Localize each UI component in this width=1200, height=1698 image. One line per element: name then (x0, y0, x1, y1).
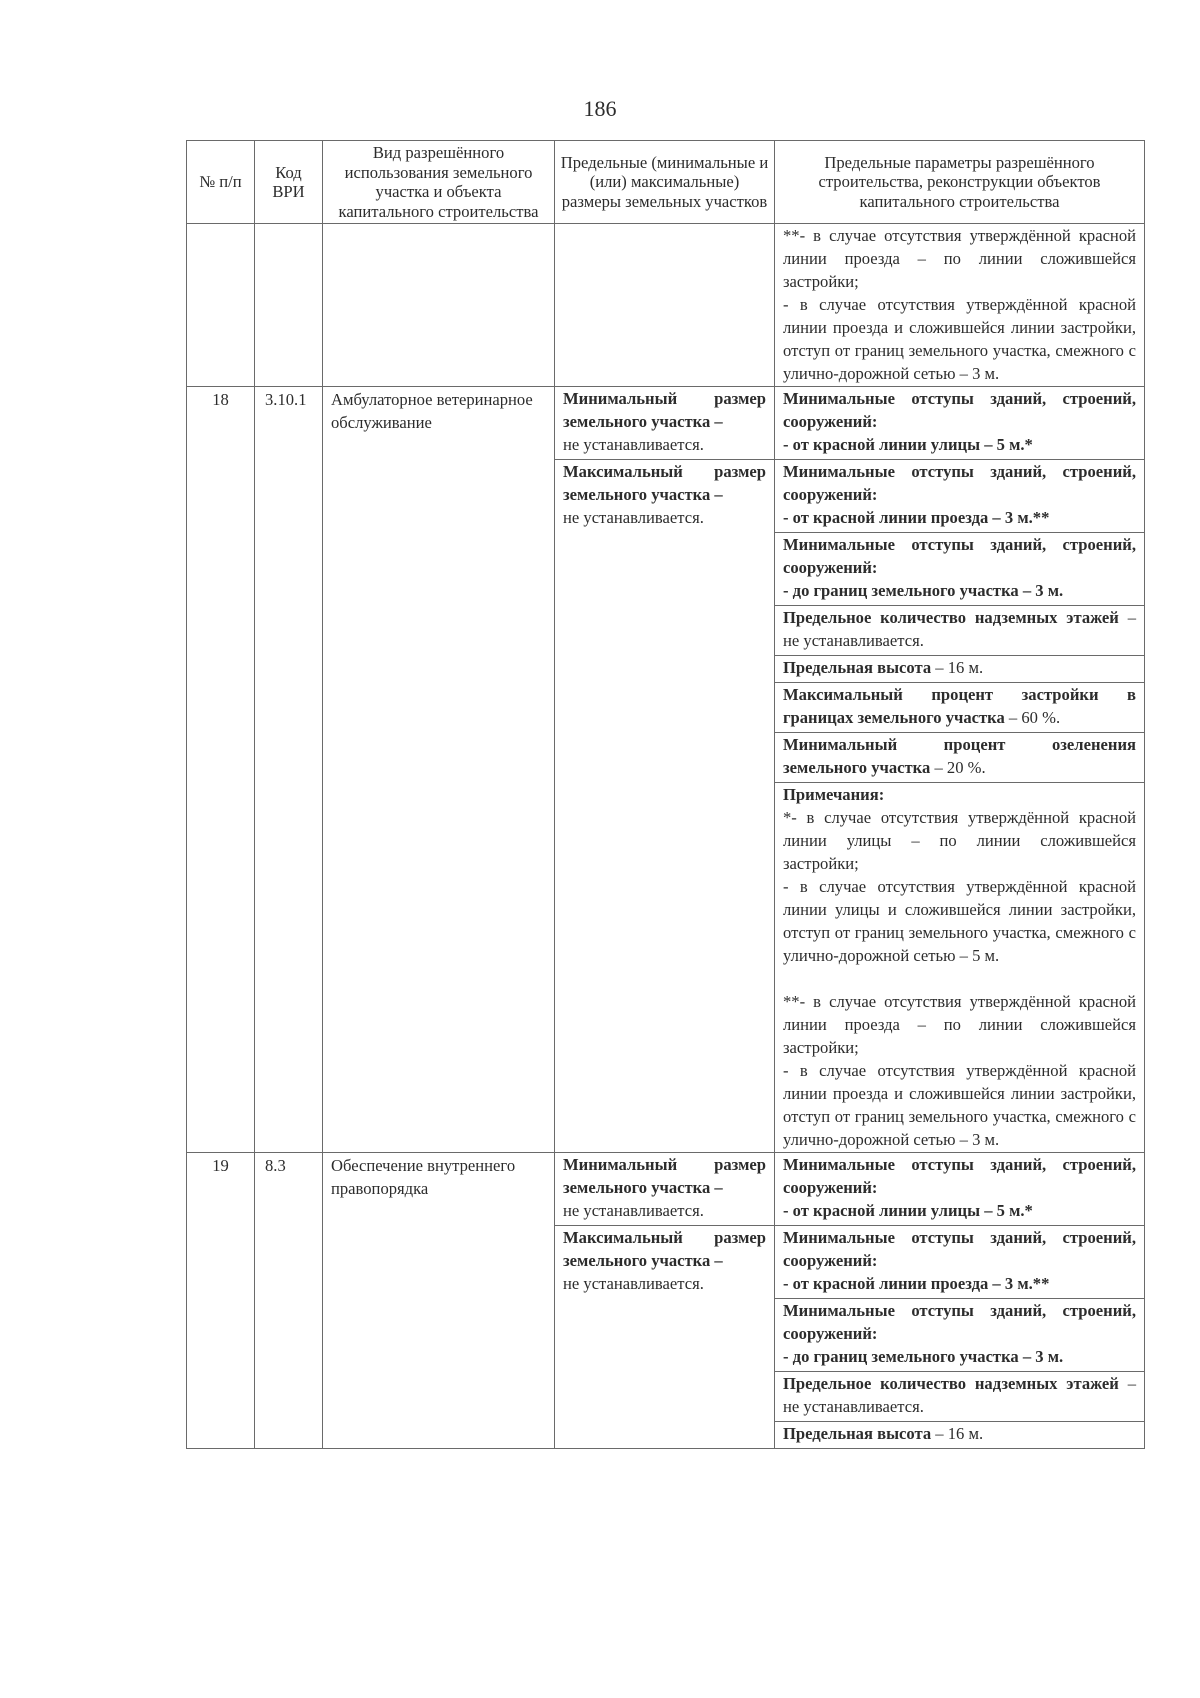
header-number: № п/п (187, 141, 255, 224)
setback-title: Минимальные отступы зданий, строений, сооружений: (783, 535, 1136, 577)
setback-title: Минимальные отступы зданий, строений, сооружений: (783, 1155, 1136, 1197)
floors-value: – не устанавливается. (783, 1374, 1136, 1416)
params-cell (775, 1153, 1145, 1226)
continuation-notes (775, 224, 1145, 387)
setback-value: - от красной линии проезда – 3 м.** (783, 1274, 1050, 1293)
table-row (187, 387, 1145, 460)
setback-value: - до границ земельного участка – 3 м. (783, 581, 1064, 600)
row-code: 3.10.1 (255, 387, 323, 1153)
floors-block (775, 606, 1144, 656)
row-number: 18 (187, 387, 255, 1153)
params-cell (775, 1226, 1145, 1449)
min-size-cell (555, 1153, 775, 1226)
page-number: 186 (583, 96, 617, 121)
table-header-row (187, 141, 1145, 224)
setback-street-block (775, 387, 1144, 459)
setback-title: Минимальные отступы зданий, строений, сооружений: (783, 462, 1136, 504)
max-size-cell (555, 1226, 775, 1449)
notes-title: Примечания: (783, 785, 885, 804)
header-build-params: Предельные параметры разрешённого строительства, реконструкции объектов капитального строительства (775, 141, 1145, 224)
setback-value: - от красной линии улицы – 5 м.* (783, 1201, 1033, 1220)
greening-block (775, 733, 1144, 783)
height-value: – 16 м. (931, 1424, 984, 1443)
setback-title: Минимальные отступы зданий, строений, сооружений: (783, 1228, 1136, 1270)
note-text: *- в случае отсутствия утверждённой красной линии улицы – по линии сложившейся застройки; (783, 808, 1136, 873)
params-cell (775, 460, 1145, 1153)
floors-title: Предельное количество надземных этажей (783, 1374, 1119, 1393)
params-cell (775, 387, 1145, 460)
note-text: **- в случае отсутствия утверждённой красной линии проезда – по линии сложившейся застройки; (783, 226, 1136, 291)
height-block (775, 656, 1144, 683)
header-use-type: Вид разрешённого использования земельного участка и объекта капитального строительства (323, 141, 555, 224)
note-text: - в случае отсутствия утверждённой красной линии улицы и сложившейся линии застройки, отступ от границ земельного участка, смежного с улично-дорожной сетью – 5 м. (783, 877, 1136, 965)
max-size-title: Максимальный размер земельного участка – (563, 1228, 766, 1270)
height-block (775, 1422, 1144, 1448)
max-size-title: Максимальный размер земельного участка – (563, 462, 766, 504)
header-plot-size: Предельные (минимальные и (или) максимальные) размеры земельных участков (555, 141, 775, 224)
row-use-name: Амбулаторное ветеринарное обслуживание (323, 387, 555, 1153)
height-value: – 16 м. (931, 658, 984, 677)
note-text: **- в случае отсутствия утверждённой красной линии проезда – по линии сложившейся застройки; (783, 992, 1136, 1057)
setback-street-block (775, 1153, 1144, 1225)
table-row-continuation (187, 224, 1145, 387)
cell-empty (255, 224, 323, 387)
cell-empty (555, 224, 775, 387)
height-title: Предельная высота (783, 658, 932, 677)
regulations-table (186, 140, 1145, 1449)
floors-value: – не устанавливается. (783, 608, 1136, 650)
row-code: 8.3 (255, 1153, 323, 1449)
note-text: - в случае отсутствия утверждённой красной линии проезда и сложившейся линии застройки, отступ от границ земельного участка, смежного с улично-дорожной сетью – 3 м. (783, 295, 1136, 383)
max-size-value: не устанавливается. (563, 1274, 704, 1293)
regulations-table-wrapper (186, 140, 1144, 1449)
table-row (187, 1153, 1145, 1226)
height-title: Предельная высота (783, 1424, 932, 1443)
greening-value: – 20 %. (930, 758, 986, 777)
setback-value: - от красной линии улицы – 5 м.* (783, 435, 1033, 454)
cell-empty (187, 224, 255, 387)
setback-border-block (775, 1299, 1144, 1372)
floors-block (775, 1372, 1144, 1422)
note-text: - в случае отсутствия утверждённой красной линии проезда и сложившейся линии застройки, отступ от границ земельного участка, смежного с улично-дорожной сетью – 3 м. (783, 1061, 1136, 1149)
min-size-title: Минимальный размер земельного участка – (563, 1155, 766, 1197)
setback-value: - от красной линии проезда – 3 м.** (783, 508, 1050, 527)
coverage-title: Максимальный процент застройки в границах земельного участка (783, 685, 1136, 727)
setback-passage-block (775, 460, 1144, 533)
floors-title: Предельное количество надземных этажей (783, 608, 1119, 627)
min-size-title: Минимальный размер земельного участка – (563, 389, 766, 431)
row-use-name: Обеспечение внутреннего правопорядка (323, 1153, 555, 1449)
min-size-value: не устанавливается. (563, 435, 704, 454)
coverage-block (775, 683, 1144, 733)
setback-title: Минимальные отступы зданий, строений, сооружений: (783, 1301, 1136, 1343)
min-size-value: не устанавливается. (563, 1201, 704, 1220)
greening-title: Минимальный процент озеленения земельного участка (783, 735, 1136, 777)
coverage-value: – 60 %. (1004, 708, 1061, 727)
setback-passage-block (775, 1226, 1144, 1299)
max-size-cell (555, 460, 775, 1153)
cell-empty (323, 224, 555, 387)
note-spacer (775, 967, 1144, 990)
max-size-value: не устанавливается. (563, 508, 704, 527)
header-code: Код ВРИ (255, 141, 323, 224)
notes-block (775, 783, 1144, 1152)
min-size-cell (555, 387, 775, 460)
setback-title: Минимальные отступы зданий, строений, сооружений: (783, 389, 1136, 431)
row-number: 19 (187, 1153, 255, 1449)
setback-border-block (775, 533, 1144, 606)
setback-value: - до границ земельного участка – 3 м. (783, 1347, 1064, 1366)
